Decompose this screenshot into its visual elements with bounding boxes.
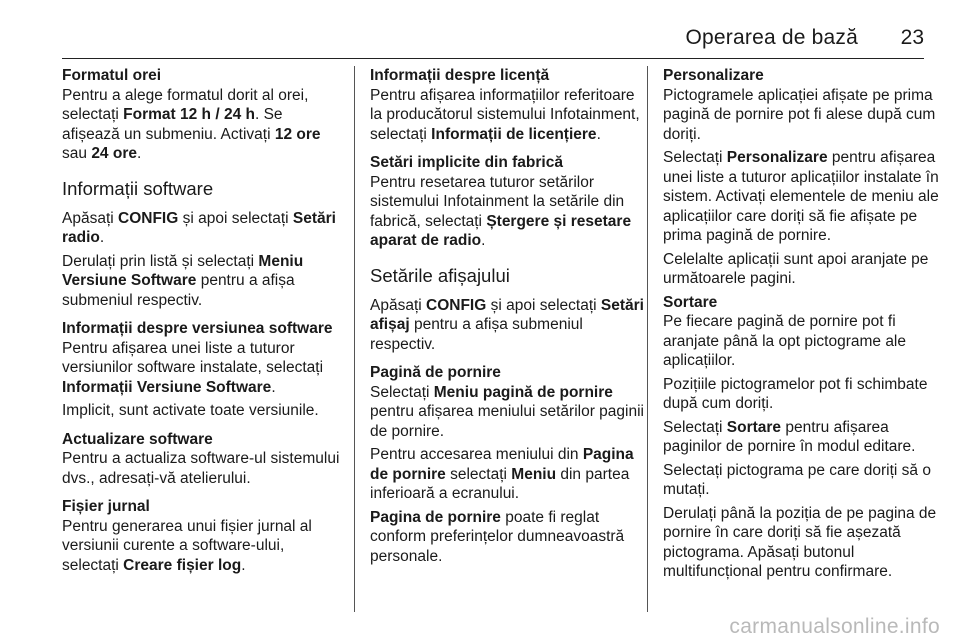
- page-number: 23: [900, 26, 924, 49]
- subheading-license-info: Informații despre licență: [370, 67, 550, 84]
- paragraph-personalize-other: Celelalte aplicații sunt apoi aranjate pe următoarele pagini.: [663, 250, 929, 287]
- section-heading-software-info: Informații software: [62, 177, 214, 199]
- subheading-log-file: Fișier jurnal: [62, 498, 150, 515]
- paragraph-home-page-access: Pentru accesarea meniului din Pagina de pornire selectați Meniu din partea inferioară a ecranului.: [370, 446, 634, 502]
- paragraph-home-page-menu: Selectați Meniu pagină de pornire pentru afișarea meniului setărilor paginii de pornire.: [370, 383, 644, 440]
- column-middle: [370, 66, 650, 566]
- paragraph-sort-positions: Pozițiile pictogramelor pot fi schimbate după cum doriți.: [663, 375, 928, 412]
- paragraph-sort-intro: Pe fiecare pagină de pornire pot fi aranjate până la opt pictograme ale aplicațiilor.: [663, 313, 906, 369]
- paragraph-software-menu: Derulați prin listă și selectați Meniu Versiune Software pentru a afișa submeniul respectiv.: [62, 252, 304, 309]
- subheading-personalize: Personalizare: [663, 67, 764, 84]
- subheading-time-format: Formatul orei: [62, 67, 162, 84]
- paragraph-log-file: Pentru generarea unui fișier jurnal al versiunii curente a software-ului, selectați Creare fișier log.: [62, 517, 312, 574]
- paragraph-personalize-intro: Pictogramele aplicației afișate pe prima pagină de pornire pot fi alese după cum doriți.: [663, 86, 936, 143]
- subheading-home-page: Pagină de pornire: [370, 364, 501, 381]
- subheading-version-info: Informații despre versiunea software: [62, 320, 333, 337]
- page-header: [62, 22, 924, 59]
- paragraph-software-config: Apăsați CONFIG și apoi selectați Setări radio.: [62, 209, 336, 246]
- paragraph-home-page-adjust: Pagina de pornire poate fi reglat conform preferințelor dumneavoastră personale.: [370, 508, 625, 565]
- subheading-software-update: Actualizare software: [62, 430, 213, 448]
- paragraph-software-update: Pentru a actualiza software-ul sistemului dvs., adresați-vă atelierului.: [62, 450, 340, 487]
- column-divider: [354, 66, 355, 612]
- subheading-factory-defaults: Setări implicite din fabrică: [370, 154, 563, 171]
- column-right: [663, 66, 943, 582]
- paragraph-sort-select: Selectați Sortare pentru afișarea paginilor de pornire în modul editare.: [663, 418, 916, 455]
- section-heading-display-settings: Setările afișajului: [370, 264, 510, 286]
- subheading-sort: Sortare: [663, 293, 718, 311]
- paragraph-display-config: Apăsați CONFIG și apoi selectați Setări afișaj pentru a afișa submeniul respectiv.: [370, 296, 644, 353]
- paragraph-personalize-select: Selectați Personalizare pentru afișarea unei liste a tuturor aplicațiilor instalate în sistem. Activați elementele de meniu ale aplicațiilor care doriți să fie afișate pe prima pagină de pornire.: [663, 149, 939, 244]
- paragraph-factory-defaults: Pentru resetarea tuturor setărilor sistemului Infotainment la setările din fabrică, selectați Ștergere și resetare aparat de radio.: [370, 173, 632, 249]
- paragraph-sort-icon: Selectați pictograma pe care doriți să o mutați.: [663, 461, 931, 498]
- paragraph-license-info: Pentru afișarea informațiilor referitoare la producătorul sistemului Infotainment, selectați Informații de licențiere.: [370, 86, 640, 143]
- paragraph-sort-scroll: Derulați până la poziția de pe pagina de pornire în care doriți să fie așezată pictograma. Apăsați butonul multifuncțional pentru confirmare.: [663, 504, 937, 580]
- paragraph-time-format: Pentru a alege formatul dorit al orei, selectați Format 12 h / 24 h. Se afișează un submeniu. Activați 12 ore sau 24 ore.: [62, 86, 321, 162]
- column-left: [62, 66, 342, 575]
- page-title: Operarea de bază: [685, 26, 858, 49]
- paragraph-version-info: Pentru afișarea unei liste a tuturor versiunilor software instalate, selectați Informații Versiune Software.: [62, 339, 324, 396]
- paragraph-version-default: Implicit, sunt activate toate versiunile.: [62, 402, 319, 419]
- watermark: carmanualsonline.info: [729, 614, 940, 638]
